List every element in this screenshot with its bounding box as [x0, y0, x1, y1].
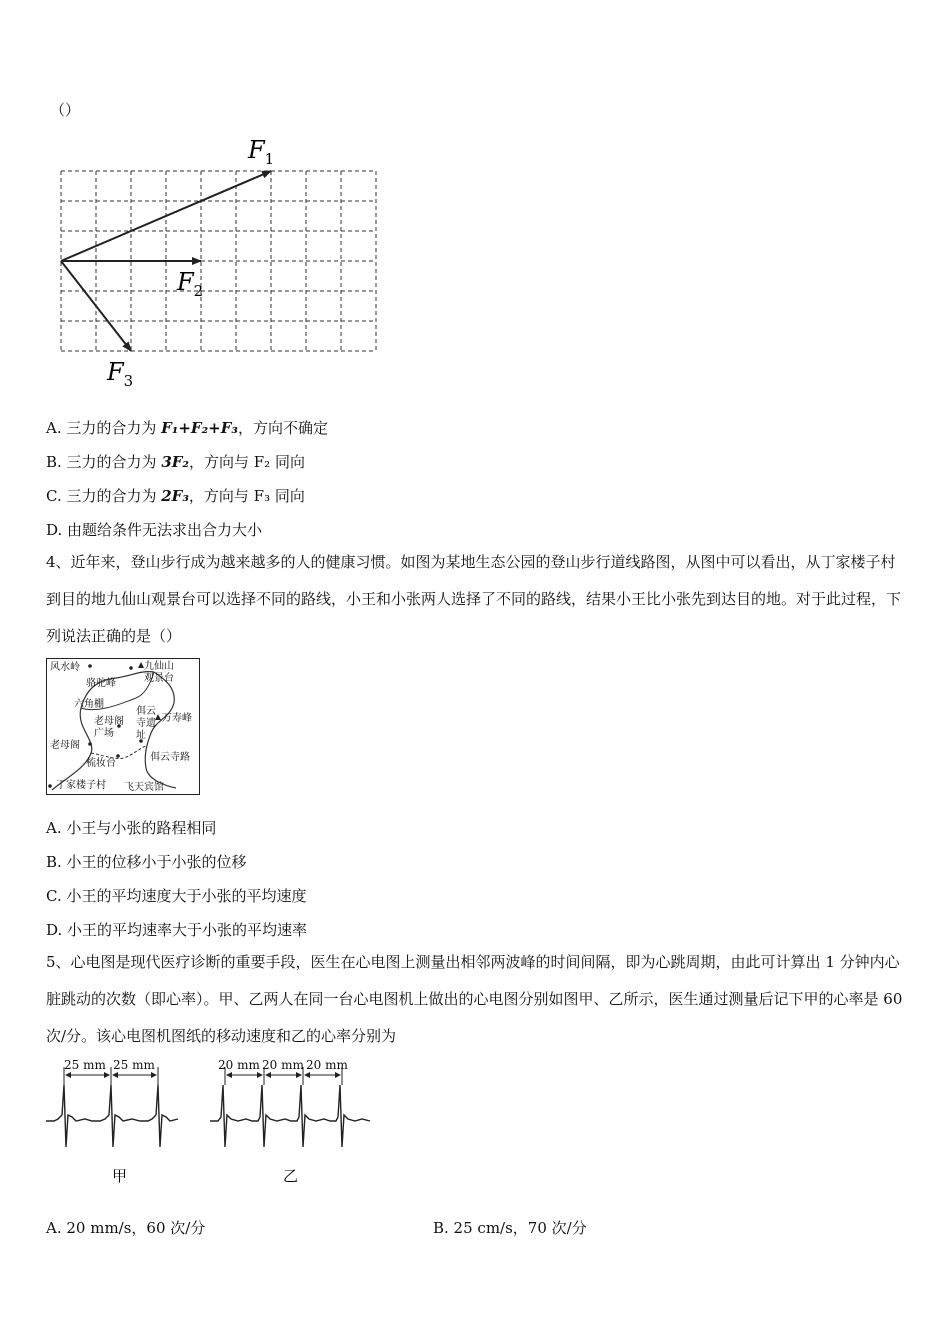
f2-label: $F_2$	[177, 268, 204, 300]
map-fengshuiling: 风水岭	[50, 662, 80, 673]
yi-spacing-1: 20 mm	[218, 1058, 260, 1072]
f1-arrow	[61, 171, 271, 261]
ecg-figure	[40, 1055, 380, 1190]
q3-blank: （）	[50, 101, 81, 119]
q5-option-b: B. 25 cm/s，70 次/分	[433, 1219, 587, 1237]
q4-option-a: A. 小王与小张的路程相同	[46, 819, 217, 837]
f1-label: $F_1$	[248, 136, 275, 168]
f3-label: $F_3$	[107, 358, 134, 390]
q4-stem: 4、近年来，登山步行成为越来越多的人的健康习惯。如图为某地生态公园的登山步行道线路图，从图中可以看出，从丁家楼子村到目的地九仙山观景台可以选择不同的路线，小王和小张两人选择了不同的路线，结果小王比小张先到达目的地。对于此过程，下列说法正确的是（）	[46, 553, 902, 645]
map-foyun-2: 寺遗	[136, 718, 156, 729]
map-wanshoufeng: 万寿峰	[162, 713, 192, 724]
q4-option-c: C. 小王的平均速度大于小张的平均速度	[46, 887, 307, 905]
map-dingjialouzi: 丁家楼子村	[56, 780, 106, 791]
map-foyunsi-road: 佴云寺路	[150, 752, 190, 763]
map-shuzhuangtai: 梳妆台	[86, 758, 116, 769]
map-liujiaopeng: 六角棚	[74, 699, 104, 710]
jia-label: 甲	[112, 1167, 128, 1185]
map-luotuofeng: 骆驼峰	[86, 678, 116, 689]
f3-arrow	[61, 261, 131, 351]
jia-spacing-2: 25 mm	[113, 1058, 155, 1072]
map-laomuge: 老母阁	[50, 740, 80, 751]
yi-spacing-3: 20 mm	[306, 1058, 348, 1072]
q5-option-a: A. 20 mm/s，60 次/分	[46, 1219, 206, 1237]
q3-option-d: D. 由题给条件无法求出合力大小	[46, 521, 263, 539]
q5-stem: 5、心电图是现代医疗诊断的重要手段，医生在心电图上测量出相邻两波峰的时间间隔，即为心跳周期，由此可计算出 1 分钟内心脏跳动的次数（即心率）。甲、乙两人在同一台心电图机上做出的心电图分别如图甲、乙所示，医生通过测量后记下甲的心率是 60 次/分。该心电图机图纸的移动速度和乙的心率分别为	[46, 953, 903, 1045]
map-foyun-1: 佴云	[136, 706, 156, 717]
map-guanjingtai: 观景台	[144, 673, 174, 684]
q3-option-b: B. 三力的合力为 3F₂，方向与 F₂ 同向	[46, 453, 305, 471]
force-vector-diagram	[40, 130, 400, 390]
yi-label: 乙	[283, 1167, 299, 1185]
yi-spacing-2: 20 mm	[262, 1058, 304, 1072]
hiking-route-map	[46, 658, 200, 795]
q4-option-d: D. 小王的平均速率大于小张的平均速率	[46, 921, 308, 939]
jia-spacing-1: 25 mm	[64, 1058, 106, 1072]
q3-option-c: C. 三力的合力为 2F₃，方向与 F₃ 同向	[46, 487, 305, 505]
yi-ecg-trace	[210, 1085, 370, 1147]
map-laomuge-plaza-2: 广场	[94, 728, 114, 739]
map-jiuxianshan: 九仙山	[144, 661, 174, 672]
map-foyun-3: 址	[136, 730, 146, 741]
q4-option-b: B. 小王的位移小于小张的位移	[46, 853, 247, 871]
jia-ecg-trace	[46, 1085, 178, 1147]
q3-option-a: A. 三力的合力为 F₁+F₂+F₃，方向不确定	[46, 419, 328, 437]
map-feitian-hotel: 飞天宾馆	[124, 782, 164, 793]
map-laomuge-plaza-1: 老母阁	[94, 716, 124, 727]
